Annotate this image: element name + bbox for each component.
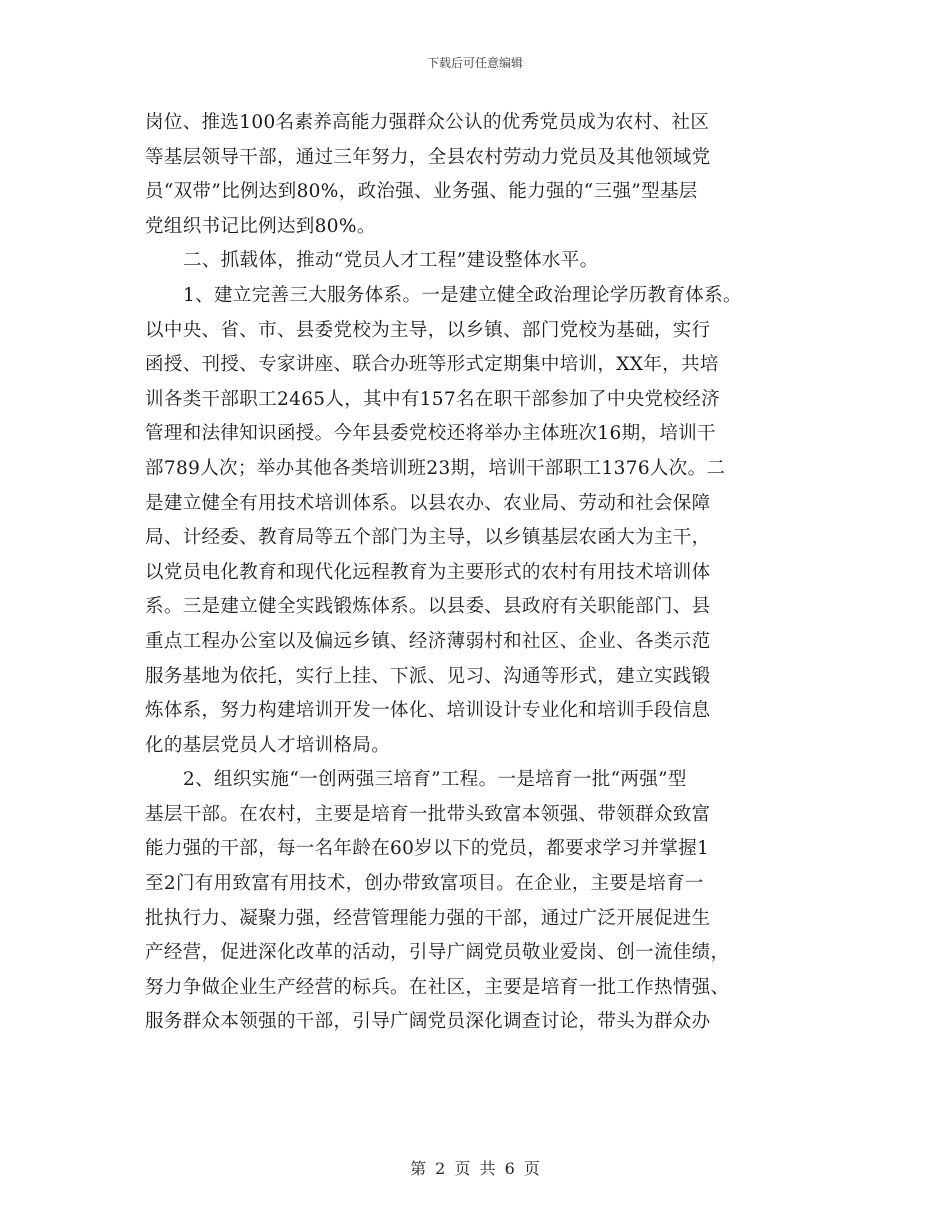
text-line: 产经营，促进深化改革的活动，引导广阔党员敬业爱岗、创一流佳绩， [145, 942, 730, 964]
text-line: 努力争做企业生产经营的标兵。在社区，主要是培育一批工作热情强、 [145, 976, 730, 998]
text-line: 以党员电化教育和现代化远程教育为主要形式的农村有用技术培训体 [145, 561, 711, 583]
text-line: 以中央、省、市、县委党校为主导，以乡镇、部门党校为基础，实行 [145, 319, 711, 341]
text-line: 服务群众本领强的干部，引导广阔党员深化调查讨论，带头为群众办 [145, 1011, 711, 1033]
text-line: 员“双带”比例达到80%，政治强、业务强、能力强的“三强”型基层 [145, 181, 698, 203]
text-line: 局、计经委、教育局等五个部门为主导，以乡镇基层农函大为主干， [145, 527, 711, 549]
text-line: 化的基层党员人才培训格局。 [145, 734, 391, 756]
text-line: 岗位、推选100名素养高能力强群众公认的优秀党员成为农村、社区 [145, 112, 710, 133]
body-text [145, 106, 825, 1040]
text-line: 管理和法律知识函授。今年县委党校还将举办主体班次16期，培训干 [145, 423, 716, 445]
paragraph-start: 2、组织实施“一创两强三培育”工程。一是培育一批“两强”型 [183, 769, 687, 791]
text-line: 能力强的干部，每一名年龄在60岁以下的党员，都要求学习并掌握1 [145, 838, 710, 860]
text-line: 重点工程办公室以及偏远乡镇、经济薄弱村和社区、企业、各类示范 [145, 630, 711, 652]
text-line: 系。三是建立健全实践锻炼体系。以县委、县政府有关职能部门、县 [145, 596, 711, 618]
text-line: 服务基地为依托，实行上挂、下派、见习、沟通等形式，建立实践锻 [145, 665, 711, 687]
section-heading: 二、抓载体，推动“党员人才工程”建设整体水平。 [183, 250, 599, 272]
page-header: 下载后可任意编辑 [426, 56, 523, 70]
text-line: 训各类干部职工2465人，其中有157名在职干部参加了中央党校经济 [145, 388, 720, 410]
text-line: 炼体系，努力构建培训开发一体化、培训设计专业化和培训手段信息 [145, 700, 711, 722]
text-line: 是建立健全有用技术培训体系。以县农办、农业局、劳动和社会保障 [145, 492, 711, 514]
page-footer: 第 2 页 共 6 页 [410, 1159, 540, 1178]
text-line: 党组织书记比例达到80%。 [145, 215, 376, 237]
text-line: 至2门有用致富有用技术，创办带致富项目。在企业，主要是培育一 [145, 873, 704, 895]
text-line: 函授、刊授、专家讲座、联合办班等形式定期集中培训，XX年，共培 [145, 354, 719, 376]
text-line: 批执行力、凝聚力强，经营管理能力强的干部，通过广泛开展促进生 [145, 907, 711, 929]
text-line: 基层干部。在农村，主要是培育一批带头致富本领强、带领群众致富 [145, 803, 711, 825]
text-line: 部789人次；举办其他各类培训班23期，培训干部职工1376人次。二 [145, 457, 726, 479]
paragraph-start: 1、建立完善三大服务体系。一是建立健全政治理论学历教育体系。 [183, 284, 742, 306]
text-line: 等基层领导干部，通过三年努力，全县农村劳动力党员及其他领域党 [145, 146, 711, 168]
